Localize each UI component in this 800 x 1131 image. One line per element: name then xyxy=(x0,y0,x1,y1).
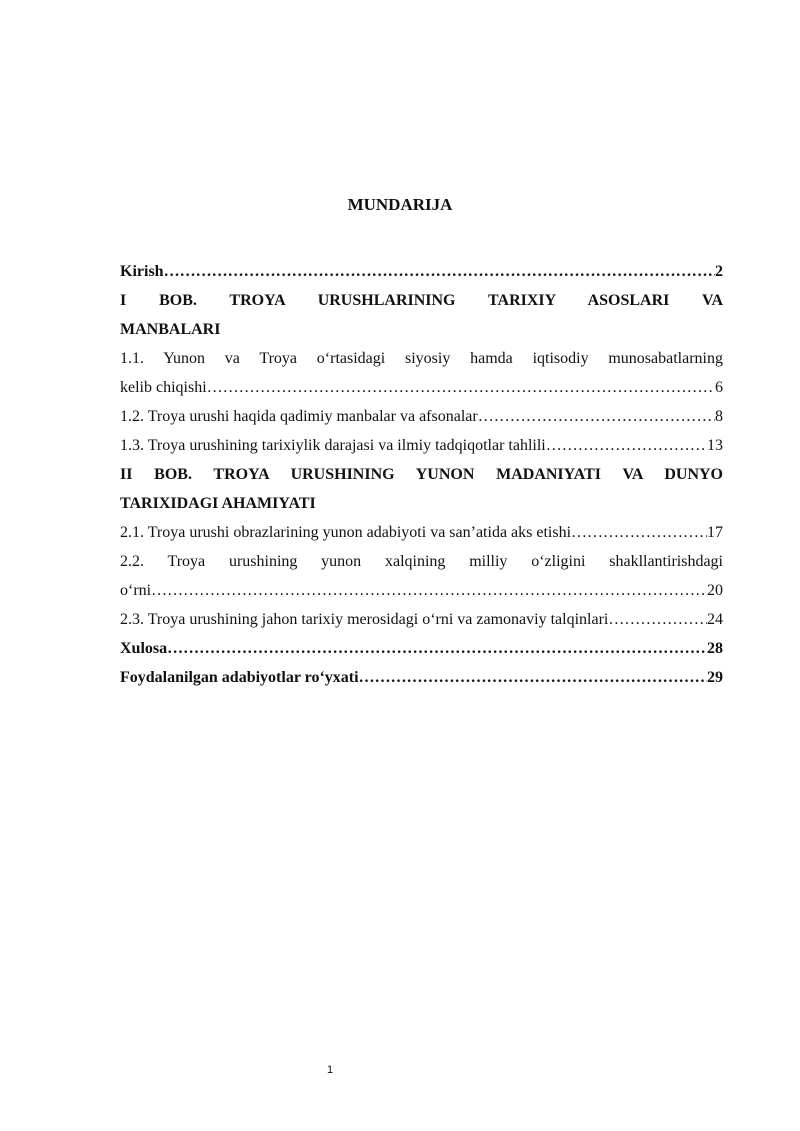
toc-chapter-1-line1[interactable]: I BOB. TROYA URUSHLARINING TARIXIY ASOSLARI VA xyxy=(120,292,723,309)
toc-page-number: 29 xyxy=(707,669,723,686)
toc-page-number: 17 xyxy=(707,524,723,541)
toc-entry-text: Foydalanilgan adabiyotlar ro‘yxati xyxy=(120,669,359,686)
toc-entry-text: 1.3. Troya urushining tarixiylik darajasi va ilmiy tadqiqotlar tahlili xyxy=(120,437,546,454)
toc-entry-text: Xulosa xyxy=(120,640,168,657)
toc-page-number: 28 xyxy=(707,640,723,657)
table-of-contents xyxy=(120,257,723,692)
toc-leader-dots xyxy=(167,634,707,663)
toc-section-1-1[interactable] xyxy=(120,373,723,402)
toc-page-number: 13 xyxy=(707,437,723,454)
toc-leader-dots xyxy=(207,373,715,402)
page-title: MUNDARIJA xyxy=(347,195,453,214)
toc-page-number: 2 xyxy=(715,263,723,280)
toc-entry-text: kelib chiqishi xyxy=(120,379,207,396)
toc-entry-text: 2.3. Troya urushining jahon tarixiy merosidagi o‘rni va zamonaviy talqinlari xyxy=(120,611,609,628)
toc-section-2-2[interactable] xyxy=(120,576,723,605)
toc-section-1-3[interactable] xyxy=(120,431,723,460)
toc-leader-dots xyxy=(608,605,707,634)
toc-chapter-2-line1[interactable]: II BOB. TROYA URUSHINING YUNON MADANIYATI VA DUNYO xyxy=(120,466,723,483)
toc-section-2-2-line1[interactable]: 2.2. Troya urushining yunon xalqining milliy o‘zligini shakllantirishdagi xyxy=(120,553,723,570)
toc-entry-kirish[interactable] xyxy=(120,257,723,286)
toc-page-number: 8 xyxy=(715,408,723,425)
toc-leader-dots xyxy=(151,576,707,605)
toc-leader-dots xyxy=(359,663,707,692)
page-number-footer: 1 xyxy=(326,1064,334,1076)
toc-page-number: 20 xyxy=(707,582,723,599)
toc-entry-xulosa[interactable] xyxy=(120,634,723,663)
toc-leader-dots xyxy=(571,518,707,547)
toc-section-2-3[interactable] xyxy=(120,605,723,634)
toc-entry-adabiyotlar[interactable] xyxy=(120,663,723,692)
toc-section-1-2[interactable] xyxy=(120,402,723,431)
toc-entry-text: 2.1. Troya urushi obrazlarining yunon adabiyoti va san’atida aks etishi xyxy=(120,524,572,541)
toc-leader-dots xyxy=(546,431,707,460)
toc-leader-dots xyxy=(164,257,715,286)
toc-page-number: 6 xyxy=(715,379,723,396)
toc-chapter-2-line2[interactable]: TARIXIDAGI AHAMIYATI xyxy=(120,495,316,512)
toc-chapter-1-line2[interactable]: MANBALARI xyxy=(120,321,221,338)
toc-section-1-1-line1[interactable]: 1.1. Yunon va Troya o‘rtasidagi siyosiy hamda iqtisodiy munosabatlarning xyxy=(120,350,723,367)
toc-entry-text: 1.2. Troya urushi haqida qadimiy manbalar va afsonalar xyxy=(120,408,478,425)
toc-page-number: 24 xyxy=(707,611,723,628)
toc-entry-text: o‘rni xyxy=(120,582,152,599)
toc-section-2-1[interactable] xyxy=(120,518,723,547)
toc-leader-dots xyxy=(478,402,715,431)
toc-entry-text: Kirish xyxy=(120,263,164,280)
